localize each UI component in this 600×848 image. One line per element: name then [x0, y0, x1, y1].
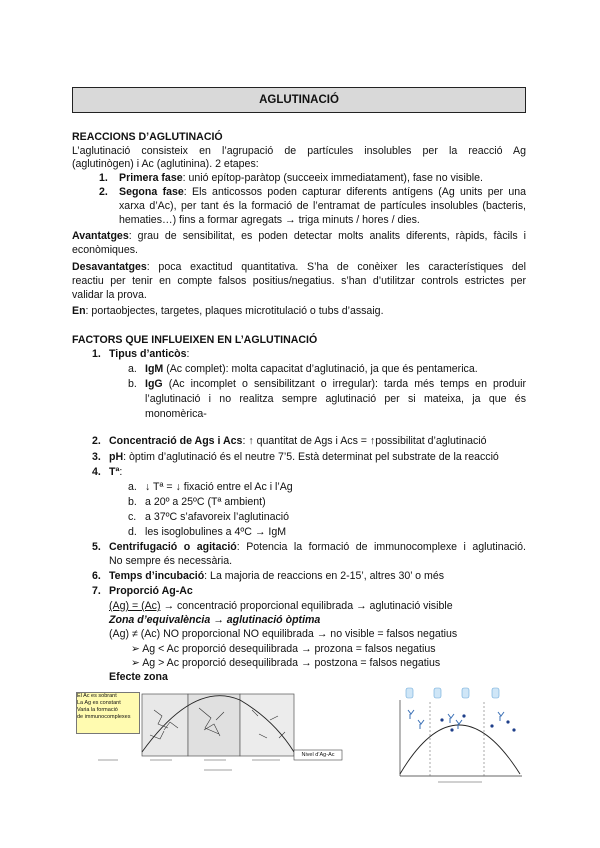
- efecte-zona-label: Efecte zona: [109, 671, 168, 683]
- centrifugacio-line-2: No sempre és necessària.: [109, 555, 233, 567]
- sub-letter: b.: [128, 496, 137, 508]
- factor-centrifugacio: Centrifugació o agitació: Potencia la formació de immunocomplexe i aglutinació.: [109, 541, 526, 553]
- precipitation-curve-illustration: [390, 686, 530, 786]
- sub-letter: a.: [128, 481, 137, 493]
- factor-tipus-anticos: Tipus d’anticòs:: [109, 348, 190, 360]
- list-num: 2.: [92, 435, 101, 447]
- prozona-item: ➢ Ag < Ac proporció desequilibrada → prozona = falsos negatius: [131, 643, 436, 655]
- temp-item-a: ↓ Tª = ↓ fixació entre el Ac i l’Ag: [145, 481, 293, 493]
- igg-line-3: monomèrica-: [145, 408, 207, 420]
- temp-item-b: a 20º a 25ºC (Tª ambient): [145, 496, 266, 508]
- temp-item-c: a 37ºC s’afavoreix l’aglutinació: [145, 511, 290, 523]
- factor-temperatura: Tª:: [109, 466, 123, 478]
- sub-letter: b.: [128, 378, 137, 390]
- desavantatges-line-2: reactiu per tenir en compte falsos positius/negatius. s’han d’utilitzar controls estrictes per: [72, 275, 526, 287]
- segona-fase-item: Segona fase: Els anticossos poden capturar diferents antígens (Ag units per una: [119, 186, 526, 198]
- list-num: 7.: [92, 585, 101, 597]
- segona-fase-line-2: xarxa d’Ac), per tant és la formació de l’entramat de partícules insolubles (bacteris,: [119, 200, 526, 212]
- left-figure-label: Nivel d’Ag-Ac: [301, 752, 335, 758]
- avantatges-line-1: Avantatges: grau de sensibilitat, es poden detectar molts analits diferents, ràpids, fàcils i: [72, 230, 526, 242]
- section-heading-factors: FACTORS QUE INFLUEIXEN EN L’AGLUTINACIÓ: [72, 334, 318, 346]
- page-title: AGLUTINACIÓ: [72, 87, 526, 113]
- factor-ph: pH: òptim d’aglutinació és el neutre 7’5. Està determinat pel substrate de la reacció: [109, 451, 499, 463]
- sub-letter: c.: [128, 511, 137, 523]
- temp-item-d: les isoglobulines a 4ºC → IgM: [145, 526, 287, 538]
- list-num: 2.: [99, 186, 108, 198]
- igg-line-2: l’aglutinació i no realitza sempre aglutinació per si mateixa, ja que és: [145, 393, 526, 405]
- section-heading-reaccions: REACCIONS D’AGLUTINACIÓ: [72, 131, 223, 143]
- primera-fase-item: Primera fase: unió epítop-paràtop (succeeix immediatament), fase no visible.: [119, 172, 483, 184]
- avantatges-line-2: econòmiques.: [72, 244, 138, 256]
- precipitation-curve-figure: [390, 686, 530, 786]
- left-figure-note: El Ac es sobrant La Ag es constant Varia la formació de immunocomplexes: [76, 692, 140, 734]
- equivalence-line: (Ag) = (Ac) → concentració proporcional equilibrada → aglutinació visible: [109, 600, 453, 612]
- sub-letter: a.: [128, 363, 137, 375]
- desavantatges-line-3: validar la prova.: [72, 289, 147, 301]
- segona-fase-line-3: hematies…) fins a formar agregats → triga minuts / hores / dies.: [119, 214, 420, 226]
- en-line: En: portaobjectes, targetes, plaques microtitulació o tubs d’assaig.: [72, 305, 384, 317]
- desavantatges-line-1: Desavantatges: poca exactitud quantitativa. S’ha de conèixer les característiques del: [72, 261, 526, 273]
- list-num: 4.: [92, 466, 101, 478]
- zone-effect-figure: [74, 690, 344, 782]
- list-num: 6.: [92, 570, 101, 582]
- postzona-item: ➢ Ag > Ac proporció desequilibrada → postzona = falsos negatius: [131, 657, 441, 669]
- list-num: 1.: [99, 172, 108, 184]
- intro-line-2: (aglutinògen) i Ac (aglutinina). 2 etapes:: [72, 158, 259, 170]
- sub-letter: d.: [128, 526, 137, 538]
- zona-equivalencia: Zona d’equivalència → aglutinació òptima: [109, 614, 321, 626]
- list-num: 1.: [92, 348, 101, 360]
- list-num: 3.: [92, 451, 101, 463]
- list-num: 5.: [92, 541, 101, 553]
- factor-temps: Temps d’incubació: La majoria de reaccions en 2-15’, altres 30’ o més: [109, 570, 445, 582]
- igg-item: IgG (Ac incomplet o sensibilitzant o irregular): tarda més temps en produir: [145, 378, 526, 390]
- factor-concentracio: Concentració de Ags i Acs: ↑ quantitat de Ags i Acs = ↑possibilitat d’aglutinació: [109, 435, 487, 447]
- igm-item: IgM (Ac complet): molta capacitat d’aglutinació, ja que és pentamerica.: [145, 363, 478, 375]
- intro-line-1: L’aglutinació consisteix en l’agrupació de partícules insolubles per la reacció Ag: [72, 145, 526, 157]
- non-equivalence-line: (Ag) ≠ (Ac) NO proporcional NO equilibrada → no visible = falsos negatius: [109, 628, 458, 640]
- factor-proporcio: Proporció Ag-Ac: [109, 585, 193, 597]
